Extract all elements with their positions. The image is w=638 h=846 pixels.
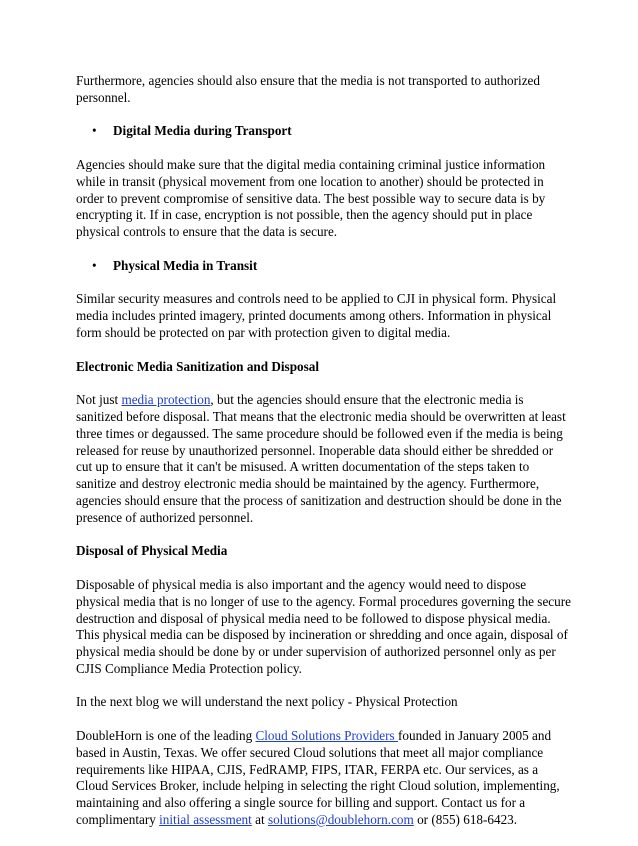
initial-assessment-link[interactable]: initial assessment bbox=[159, 812, 252, 828]
intro-paragraph: Furthermore, agencies should also ensure that the media is not transported to authorized personnel. bbox=[76, 73, 540, 105]
physical-media-paragraph: Similar security measures and controls need to be applied to CJI in physical form. Physical media includes printed imagery, printed documents among others. Information in physical form should be protected on par with protection given to digital media. bbox=[76, 291, 557, 340]
about-text-1: DoubleHorn is one of the leading bbox=[76, 728, 256, 744]
about-text-2: founded in January 2005 and based in Austin, Texas. We offer secured Cloud solutions that meet all major compliance requirements like HIPAA, CJIS, FedRAMP, FIPS, ITAR, FERPA etc. Our services, as a Cloud Services Broker, include helping in selecting the right Cloud solution, implementing, maintaining and also offering a single source for billing and support. Contact us for a complimentary bbox=[76, 728, 560, 828]
media-protection-link[interactable]: media protection bbox=[121, 392, 211, 408]
next-blog-paragraph: In the next blog we will understand the next policy - Physical Protection bbox=[76, 694, 458, 710]
bullet-digital-media-title: Digital Media during Transport bbox=[113, 123, 292, 139]
disposal-heading: Disposal of Physical Media bbox=[76, 543, 228, 559]
document-page bbox=[76, 73, 572, 846]
sanitization-text-start: Not just bbox=[76, 392, 122, 408]
bullet-icon: • bbox=[92, 123, 97, 139]
about-text-4: or (855) 618-6423. bbox=[413, 812, 518, 828]
sanitization-paragraph bbox=[76, 392, 572, 526]
about-paragraph bbox=[76, 728, 572, 829]
digital-media-paragraph: Agencies should make sure that the digital media containing criminal justice information while in transit (physical movement from one location to another) should be protected in order to prevent compromise of sensitive data. The best possible way to secure data is by encrypting it. If in case, encryption is not possible, then the agency should put in place physical controls to ensure that the data is secure. bbox=[76, 156, 546, 240]
sanitization-text-rest: , but the agencies should ensure that the electronic media is sanitized before disposal. That means that the electronic media should be overwritten at least three times or degaussed. The same procedure should be followed even if the media is being released for reuse by unauthorized personnel. Inoperable data should either be shredded or cut up to ensure that it can't be misused. A written documentation of the steps taken to sanitize and destroy electronic media should be maintained by the agency. Furthermore, agencies should ensure that the process of sanitization and destruction should be done in the presence of authorized personnel. bbox=[76, 392, 566, 525]
email-link[interactable]: solutions@doublehorn.com bbox=[267, 812, 414, 828]
bullet-physical-media-title: Physical Media in Transit bbox=[113, 257, 258, 273]
bullet-icon: • bbox=[92, 257, 97, 273]
bullet-digital-media bbox=[76, 123, 572, 140]
cloud-solutions-providers-link[interactable]: Cloud Solutions Providers bbox=[255, 728, 398, 744]
disposal-paragraph: Disposable of physical media is also important and the agency would need to dispose physical media that is no longer of use to the agency. Formal procedures governing the secure destruction and disposal of physical media need to be followed to dispose physical media. This physical media can be disposed by incineration or shredding and once again, disposal of physical media should be done by or under supervision of authorized personnel only as per CJIS Compliance Media Protection policy. bbox=[76, 576, 571, 676]
sanitization-heading: Electronic Media Sanitization and Disposal bbox=[76, 358, 320, 374]
bullet-physical-media bbox=[76, 258, 572, 275]
about-text-3: at bbox=[251, 812, 268, 828]
